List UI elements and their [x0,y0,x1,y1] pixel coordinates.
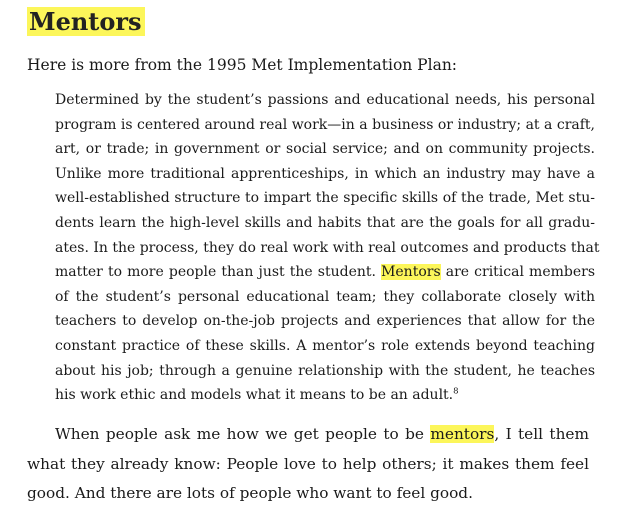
quote-text: his work ethic and models what it means to be an adult. [55,387,454,404]
section-heading [27,6,145,38]
quote-text: are critical members [440,264,596,281]
footnote-marker[interactable]: 8 [453,386,459,397]
quote-line: ates. In the process, they do real work with real outcomes and products that [55,239,600,256]
quote-line: dents learn the high-level skills and habits that are the goals for all gradu- [55,214,595,231]
quote-line: constant practice of these skills. A mentor’s role extends beyond teaching [55,337,595,354]
quote-line: Unlike more traditional apprenticeships, in which an industry may have a [55,165,595,182]
paragraph-line: what they already know: People love to help others; it makes them feel [27,454,589,473]
heading-highlight: Mentors [27,7,145,36]
quote-line: of the student’s personal educational team; they collaborate closely with [55,288,595,305]
quote-line: teachers to develop on-the-job projects and experiences that allow for the [55,313,595,330]
quote-text: matter to more people than just the student. [55,264,382,281]
quote-last-line [55,383,595,408]
quote-line: art, or trade; in government or social service; and on community projects. [55,141,595,158]
block-quote [55,88,600,408]
paragraph-line: good. And there are lots of people who want to feel good. [27,484,473,502]
quote-line: Determined by the student’s passions and educational needs, his personal [55,92,595,108]
quote-line: well-established structure to impart the specific skills of the trade, Met stu- [55,190,595,207]
paragraph-text: , I tell them [494,425,589,443]
mentors-highlight: mentors [430,425,495,443]
intro-text: Here is more from the 1995 Met Implementation Plan: [27,56,458,74]
quote-line: program is centered around real work—in a business or industry; at a craft, [55,116,595,133]
quote-line: about his job; through a genuine relationship with the student, he teaches [55,362,595,379]
paragraph-text: When people ask me how we get people to be [55,425,431,443]
paragraph-line-with-highlight [27,420,589,450]
mentors-highlight: Mentors [381,264,441,281]
quote-line-with-highlight [55,260,595,285]
body-paragraph [27,420,589,509]
